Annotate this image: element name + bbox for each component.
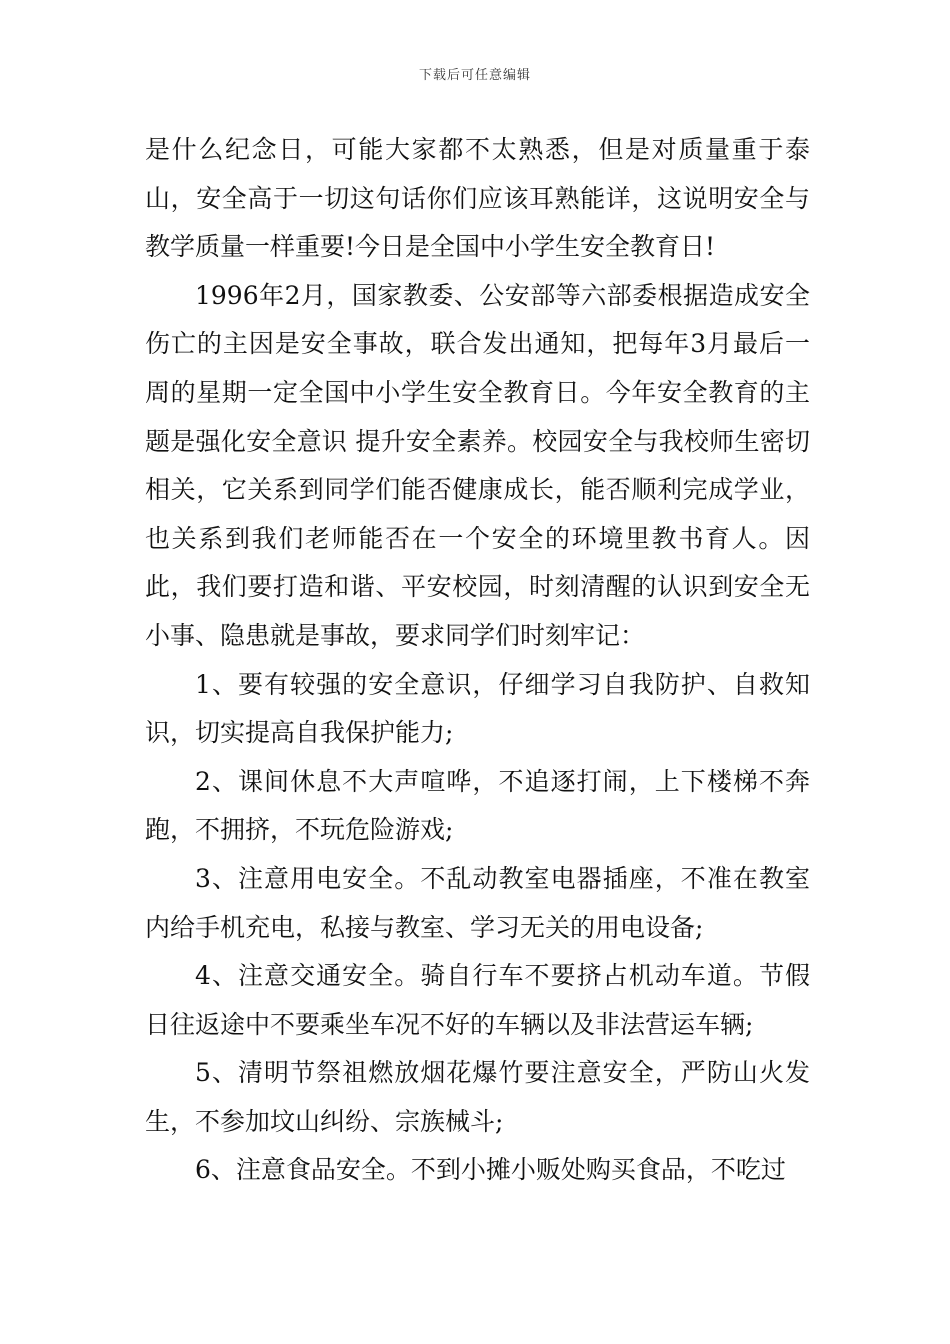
document-body <box>145 126 810 1195</box>
paragraph-intro: 是什么纪念日，可能大家都不太熟悉，但是对质量重于泰山，安全高于一切这句话你们应该耳熟能详，这说明安全与教学质量一样重要!今日是全国中小学生安全教育日! <box>145 135 810 262</box>
list-item-traffic: 4、注意交通安全。骑自行车不要挤占机动车道。节假日往返途中不要乘坐车况不好的车辆以及非法营运车辆; <box>145 961 810 1039</box>
list-item-electricity: 3、注意用电安全。不乱动教室电器插座，不准在教室内给手机充电，私接与教室、学习无关的用电设备; <box>145 863 810 942</box>
list-item-food: 6、注意食品安全。不到小摊小贩处购买食品，不吃过 <box>195 1155 786 1185</box>
page-header: 下载后可任意编辑 <box>418 68 531 83</box>
paragraph-background: 1996年2月，国家教委、公安部等六部委根据造成安全伤亡的主因是安全事故，联合发出通知，把每年3月最后一周的星期一定全国中小学生安全教育日。今年安全教育的主题是强化安全意识 提升安全素养。校园安全与我校师生密切相关，它关系到同学们能否健康成长，能否顺利完成学业，也关系到我们老师能否在一个安全的环境里教书育人。因此，我们要打造和谐、平安校园，时刻清醒的认识到安全无小事、隐患就是事故，要求同学们时刻牢记： <box>145 280 810 650</box>
list-item-safety-awareness: 1、要有较强的安全意识，仔细学习自我防护、自救知识，切实提高自我保护能力; <box>145 669 810 748</box>
list-item-qingming: 5、清明节祭祖燃放烟花爆竹要注意安全，严防山火发生，不参加坟山纠纷、宗族械斗; <box>145 1058 810 1136</box>
list-item-break-time: 2、课间休息不大声喧哗，不追逐打闹，上下楼梯不奔跑，不拥挤，不玩危险游戏; <box>145 766 810 845</box>
